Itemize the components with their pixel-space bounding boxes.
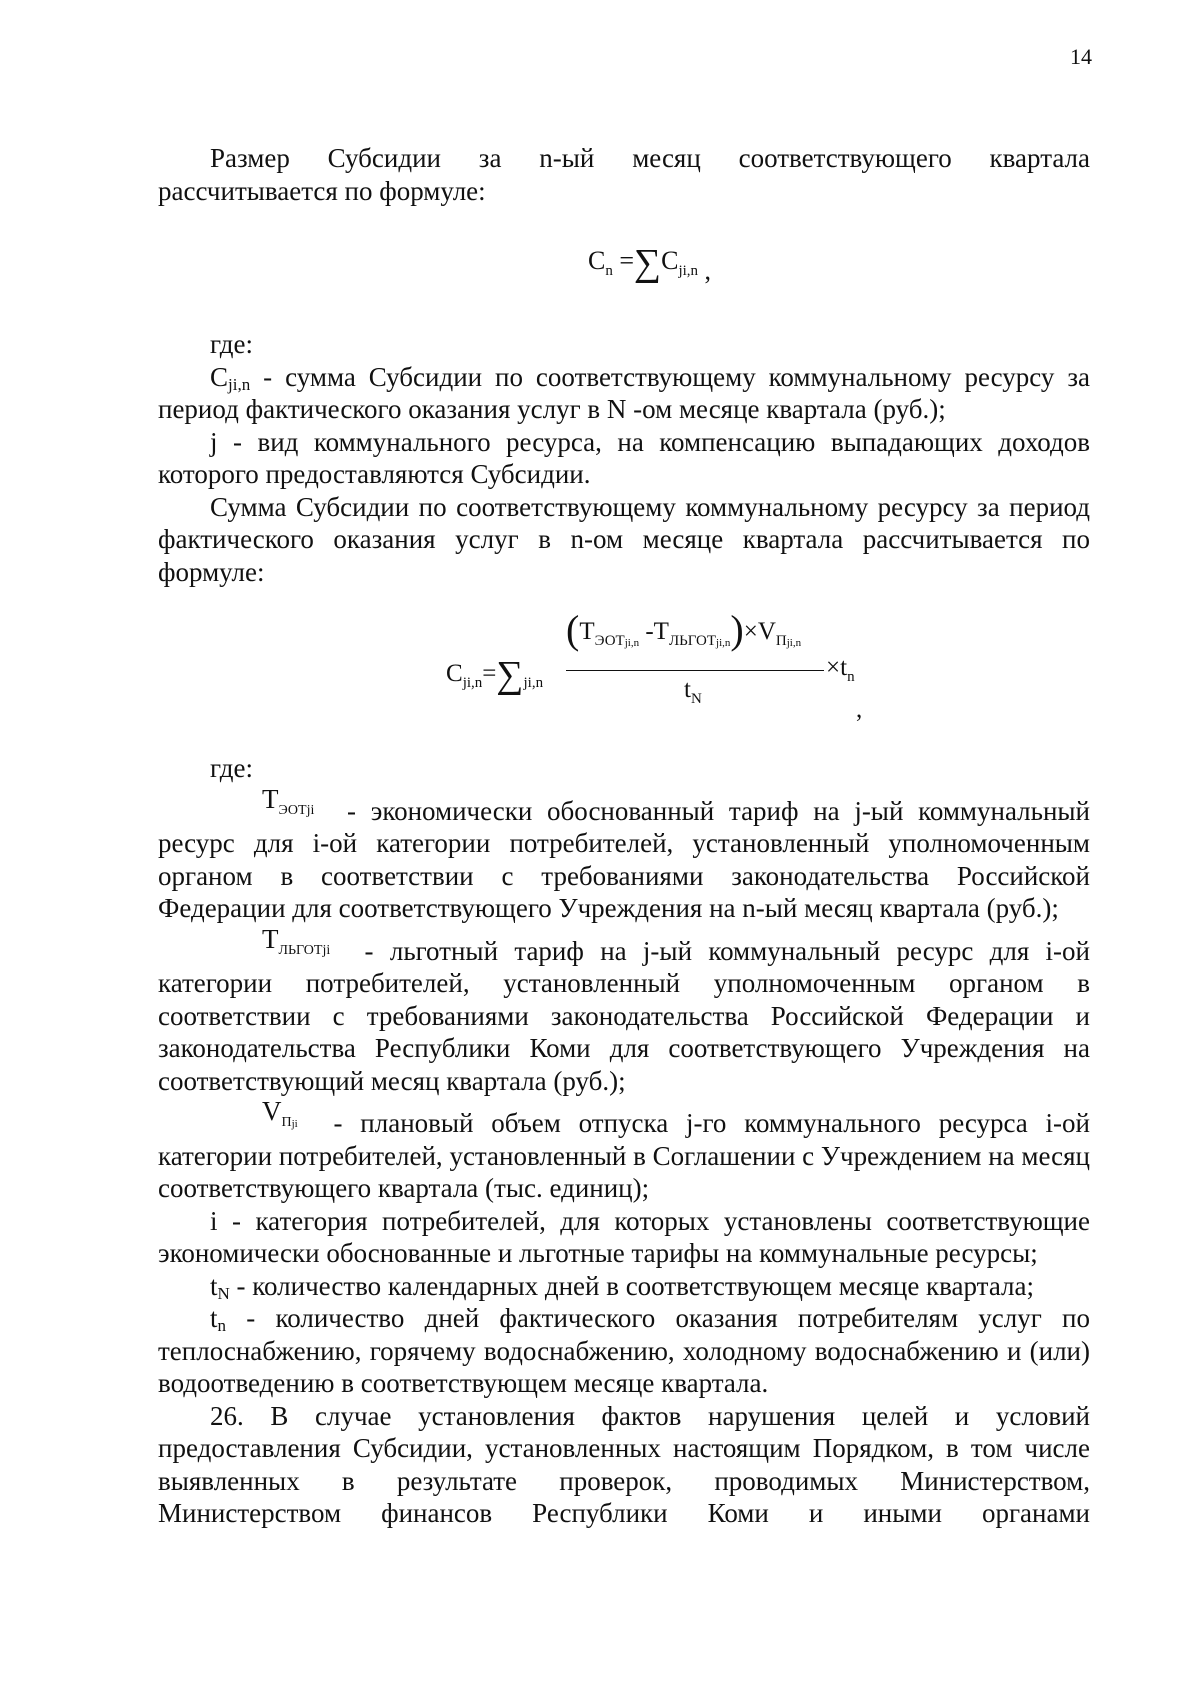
- formula2-sigma-sub: ji,n: [523, 675, 544, 691]
- formula2-comma: ,: [856, 696, 863, 723]
- formula2-paren-open: (: [566, 607, 580, 652]
- formula2-t1-sub: ЭОТ: [594, 633, 625, 649]
- intro-line-2: рассчитывается по формуле:: [158, 175, 486, 206]
- where-label-1: где:: [210, 329, 253, 359]
- def-teot-text: - экономически обоснованный тариф на j-ый коммунальный ресурс для i-ой категории потребителей, установленный уполномоченным органом в соответствии с требованиями законодательства Российской Федерации для соответствующего Учреждения на n-ый месяц квартала (руб.);: [158, 795, 1090, 923]
- formula2-sigma: ∑: [496, 654, 524, 696]
- def-tn-text: - количество дней фактического оказания потребителям услуг по теплоснабжению, горячему водоснабжению, холодному водоснабжению и (или) водоотведению в соответствующем месяце квартала.: [158, 1303, 1090, 1398]
- definition-i: i - категория потребителей, для которых установлены соответствующие экономически обоснованные и льготные тарифы на коммунальные ресурсы;: [158, 1205, 1090, 1268]
- formula2-tn: t: [840, 654, 848, 681]
- page-number: 14: [1070, 44, 1092, 69]
- formula2-tn-sub: n: [847, 669, 855, 685]
- formula1-rhs: C: [661, 246, 679, 275]
- definition-teot: [158, 783, 1090, 925]
- definitions-block-1: [158, 328, 1090, 588]
- def-v-symbol: $V_{Пji}$: [262, 1096, 298, 1130]
- formula2-t2-subsub: ji,n: [716, 637, 731, 649]
- formula2-den-sub: N: [690, 691, 702, 707]
- formula2-equals: =: [482, 660, 497, 687]
- formula2-lhs-group: [446, 654, 544, 696]
- formula2-times2: ×: [826, 654, 841, 681]
- formula-cn: [588, 242, 712, 285]
- formula2-lhs: C: [446, 660, 463, 687]
- formula2-denominator: [684, 676, 702, 707]
- formula2-t1: T: [579, 618, 595, 645]
- formula2-minus: -: [645, 618, 654, 645]
- formula2-numerator: [566, 607, 802, 652]
- intro-paragraph: [158, 142, 1090, 207]
- formula1-rhs-sub: ji,n: [678, 263, 699, 279]
- def-tn-symbol-sub: n: [217, 1316, 227, 1335]
- formula2-t1-subsub: ji,n: [624, 637, 640, 649]
- formula2-tail: [826, 654, 855, 685]
- def-tn-symbol: t: [210, 1303, 218, 1333]
- where-label-2: где:: [210, 753, 253, 783]
- def-teot-symbol: $T_{ЭОТji}$: [262, 783, 315, 818]
- def-c-symbol-sub: ji,n: [228, 374, 251, 394]
- formula2-t2-sub: ЛЬГОТ: [668, 633, 717, 649]
- formula1-sigma: ∑: [634, 242, 662, 284]
- definition-j: j - вид коммунального ресурса, на компенсацию выпадающих доходов которого предоставляются Субсидии.: [158, 426, 1090, 489]
- def-v-text: - плановый объем отпуска j-го коммунального ресурса i-ой категории потребителей, установленный в Соглашении с Учреждением на месяц соответствующего квартала (тыс. единиц);: [158, 1108, 1090, 1203]
- definitions-block-2: [158, 752, 1090, 1530]
- formula2-v-subsub: ji,n: [786, 637, 802, 649]
- def-tlgot-text: - льготный тариф на j-ый коммунальный ресурс для i-ой категории потребителей, установленный уполномоченным органом в соответствии с требованиями законодательства Российской Федерации и законодательства Республики Коми для соответствующего Учреждения на соответствующий месяц квартала (руб.);: [158, 935, 1090, 1096]
- definition-v: [158, 1096, 1090, 1205]
- def-c-symbol: C: [210, 361, 229, 392]
- formula1-lhs: C: [588, 246, 606, 275]
- formula2-t2: T: [653, 618, 669, 645]
- formula2-lhs-sub: ji,n: [462, 675, 483, 691]
- formula1-lhs-sub: n: [605, 263, 613, 279]
- intro-line-1: Размер Субсидии за n-ый месяц соответствующего квартала: [210, 143, 1090, 173]
- def-c-text: - сумма Субсидии по соответствующему коммунальному ресурсу за период фактического оказания услуг в N -ом месяце квартала (руб.);: [158, 361, 1090, 424]
- definition-tN: [158, 1270, 1090, 1303]
- def-tlgot-symbol: $T_{ЛЬГОТji}$: [262, 923, 331, 958]
- definition-tn: [158, 1302, 1090, 1400]
- intro-paragraph-2: Сумма Субсидии по соответствующему коммунальному ресурсу за период фактического оказания услуг в n-ом месяце квартала рассчитывается по формуле:: [158, 491, 1090, 587]
- formula2-v-sub: П: [775, 633, 787, 649]
- def-tN-symbol-sub: N: [217, 1283, 230, 1303]
- formula1-comma: ,: [704, 256, 712, 285]
- formula2-fraction-bar: [566, 670, 824, 671]
- definition-c: [158, 361, 1090, 426]
- formula2-den-t: t: [684, 676, 691, 703]
- formula-cji: [446, 607, 866, 723]
- formula1-equals: =: [619, 246, 635, 275]
- formula2-paren-close: ): [730, 607, 744, 652]
- paragraph-26: 26. В случае установления фактов нарушения целей и условий предоставления Субсидии, установленных настоящим Порядком, в том числе выявленных в результате проверок, проводимых Министерством, Министерством финансов Республики Коми и иными органами: [158, 1400, 1090, 1528]
- def-tN-symbol: t: [210, 1270, 218, 1301]
- formula2-v: V: [757, 618, 776, 645]
- def-tN-text: - количество календарных дней в соответствующем месяце квартала;: [229, 1270, 1034, 1301]
- formula2-times: ×: [743, 618, 758, 645]
- definition-tlgot: [158, 923, 1090, 1098]
